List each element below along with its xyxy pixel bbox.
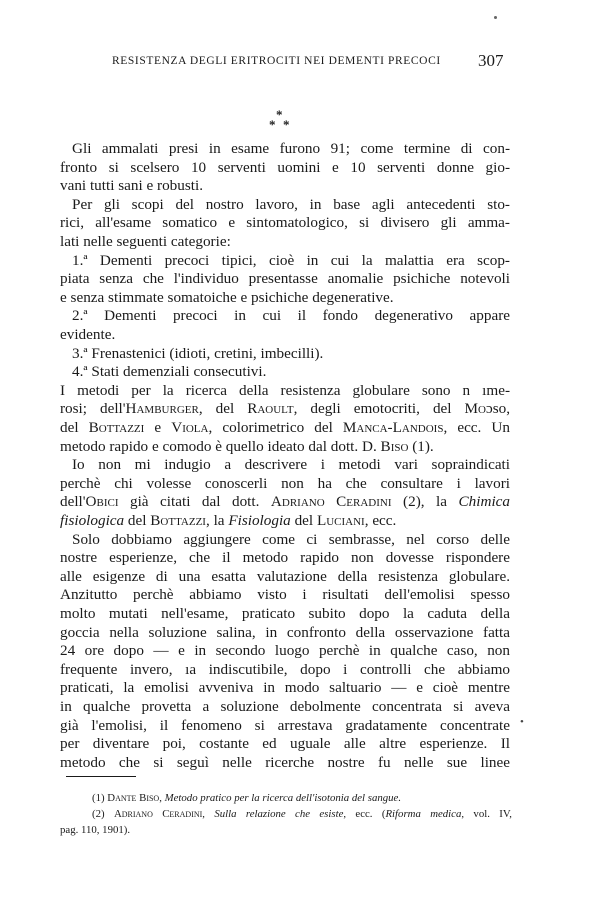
footnote-2-continuation: pag. 110, 1901).: [60, 824, 131, 836]
text-run: , ecc.: [364, 512, 397, 529]
text-run: metodo rapido e comodo è quello ideato dal dott.: [60, 437, 362, 455]
text-run: e: [144, 419, 172, 436]
footnote-number: (2): [92, 808, 114, 820]
italic-title: fisiologica: [60, 512, 125, 529]
text-line: metodo che si seguì nelle ricerche nostre fu nelle sue linee: [60, 753, 510, 771]
text-run: del: [60, 419, 89, 436]
author-name: Bottazzi: [150, 512, 206, 529]
text-run: (1).: [408, 437, 434, 455]
text-line: Anzitutto perchè abbiamo visto i risultati dell'emolisi spesso: [60, 586, 510, 604]
italic-title: Sulla relazione che esiste: [214, 808, 344, 820]
text-run: già citati dal dott.: [118, 493, 271, 511]
text-line: [60, 437, 510, 457]
text-line: 2.ª Dementi precoci in cui il fondo degenerativo appare: [72, 307, 510, 325]
text-line: vani tutti sani e robusti.: [60, 177, 203, 195]
text-run: dell': [60, 493, 86, 511]
text-run: del: [124, 512, 151, 529]
author-name: Mo: [464, 400, 486, 418]
footnote-2: [92, 806, 512, 822]
text-line: [60, 511, 510, 531]
text-line: [60, 418, 510, 438]
text-run: , colorimetrico del: [208, 419, 343, 436]
text-line: in qualche provetta a soluzione debolmente concentrata si aveva: [60, 698, 510, 715]
margin-mark: •: [520, 716, 524, 728]
author-name: Dante Biso: [107, 792, 160, 804]
asterism-star-left: *: [269, 117, 276, 132]
author-name: Raoult: [247, 400, 294, 418]
author-name: Adriano Ceradini: [270, 493, 392, 511]
text-line: Solo dobbiamo aggiungere come ci sembrasse, nel corso delle: [72, 530, 510, 548]
italic-title: Riforma medica: [385, 808, 462, 820]
asterism-star-top: *: [276, 107, 283, 122]
text-run: , ecc. (: [343, 808, 386, 820]
text-line: già l'emolisi, il fenomeno si arrestava gradatamente concentrate: [60, 716, 510, 734]
page-number: 307: [478, 51, 504, 70]
text-run: , la: [205, 512, 229, 529]
text-line: evidente.: [60, 326, 116, 343]
author-name: Luciani: [316, 512, 365, 529]
text-line: frequente invero, ıa indiscutibile, dopo i controlli che abbiamo: [60, 660, 510, 678]
text-line: praticati, la emolisi avveniva in modo saltuario — e cioè mentre: [60, 679, 510, 697]
italic-title: Fisiologia: [228, 512, 291, 529]
running-header: RESISTENZA DEGLI ERITROCITI NEI DEMENTI PRECOCI: [112, 55, 441, 67]
footnote-1: [92, 790, 512, 806]
author-name: Obici: [85, 493, 119, 511]
text-run: ɔso,: [485, 400, 511, 418]
text-run: , del: [198, 400, 248, 418]
text-line: molto mutati nell'esame, praticato subito dopo la caduta della: [60, 605, 510, 622]
text-line: e senza stimmate somatoiche e psichiche degenerative.: [60, 288, 394, 306]
text-line: goccia nella soluzione salina, in confronto della osservazione fatta: [60, 623, 510, 641]
text-run: del: [290, 512, 317, 529]
italic-title: Metodo pratico per la ricerca dell'isotonia del sangue.: [164, 792, 402, 804]
text-run: rosi; dell': [60, 400, 126, 418]
text-run: , vol. IV,: [461, 808, 512, 820]
text-line: [60, 492, 510, 512]
author-name: Viola: [171, 419, 209, 436]
text-run: ,: [202, 808, 215, 820]
text-line: 4.ª Stati demenziali consecutivi.: [72, 363, 267, 381]
text-run: , ecc. Un: [443, 419, 510, 436]
text-line: [60, 399, 510, 419]
text-run: , degli emotocriti, del: [293, 400, 465, 418]
text-line: Per gli scopi del nostro lavoro, in base agli antecedenti sto-: [72, 195, 510, 213]
text-line: nostre esperienze, che il metodo rapido non dovesse rispondere: [60, 549, 510, 567]
text-line: fronto si scelsero 10 serventi uomini e 10 serventi donne gio-: [60, 158, 510, 176]
footnote-rule: [66, 776, 136, 777]
text-run: (2), la: [391, 493, 459, 511]
italic-title: Chimica: [458, 493, 510, 511]
text-line: Gli ammalati presi in esame furono 91; come termine di con-: [72, 140, 510, 157]
author-name: Hamburger: [125, 400, 199, 418]
asterism: [260, 106, 300, 140]
text-line: rici, all'esame somatico e sintomatologico, si divisero gli amma-: [60, 214, 510, 232]
footnote-number: (1): [92, 792, 108, 804]
text-line: alle esigenze di una esatta valutazione della resistenza globulare.: [60, 567, 510, 585]
author-name: Adriano Ceradini: [113, 808, 203, 820]
asterism-star-right: *: [283, 117, 290, 132]
text-line: Io non mi indugio a descrivere i metodi vari sopraindicati: [72, 456, 510, 474]
text-line: perchè chi volesse conoscerli non ha che consultare i lavori: [60, 474, 510, 492]
text-line: lati nelle seguenti categorie:: [60, 233, 231, 250]
text-line: 24 ore dopo — e in secondo luogo perchè in qualche caso, non: [60, 642, 510, 660]
author-name: Bottazzi: [88, 419, 145, 436]
text-line: piata senza che l'individuo presentasse anomalie psichiche notevoli: [60, 270, 510, 288]
text-line: 3.ª Frenastenici (idioti, cretini, imbecilli).: [72, 344, 324, 362]
text-line: per diventare poi, costante ed uguale alle altre esperienze. Il: [60, 735, 510, 753]
speck: [494, 16, 497, 19]
text-line: 1.ª Dementi precoci tipici, cioè in cui la malattia era scop-: [72, 251, 510, 269]
text-run: ,: [159, 792, 165, 804]
author-name: Manca-Landois: [342, 419, 444, 436]
text-line: I metodi per la ricerca della resistenza globulare sono n ıme-: [60, 381, 510, 399]
author-name: D. Biso: [362, 437, 409, 455]
